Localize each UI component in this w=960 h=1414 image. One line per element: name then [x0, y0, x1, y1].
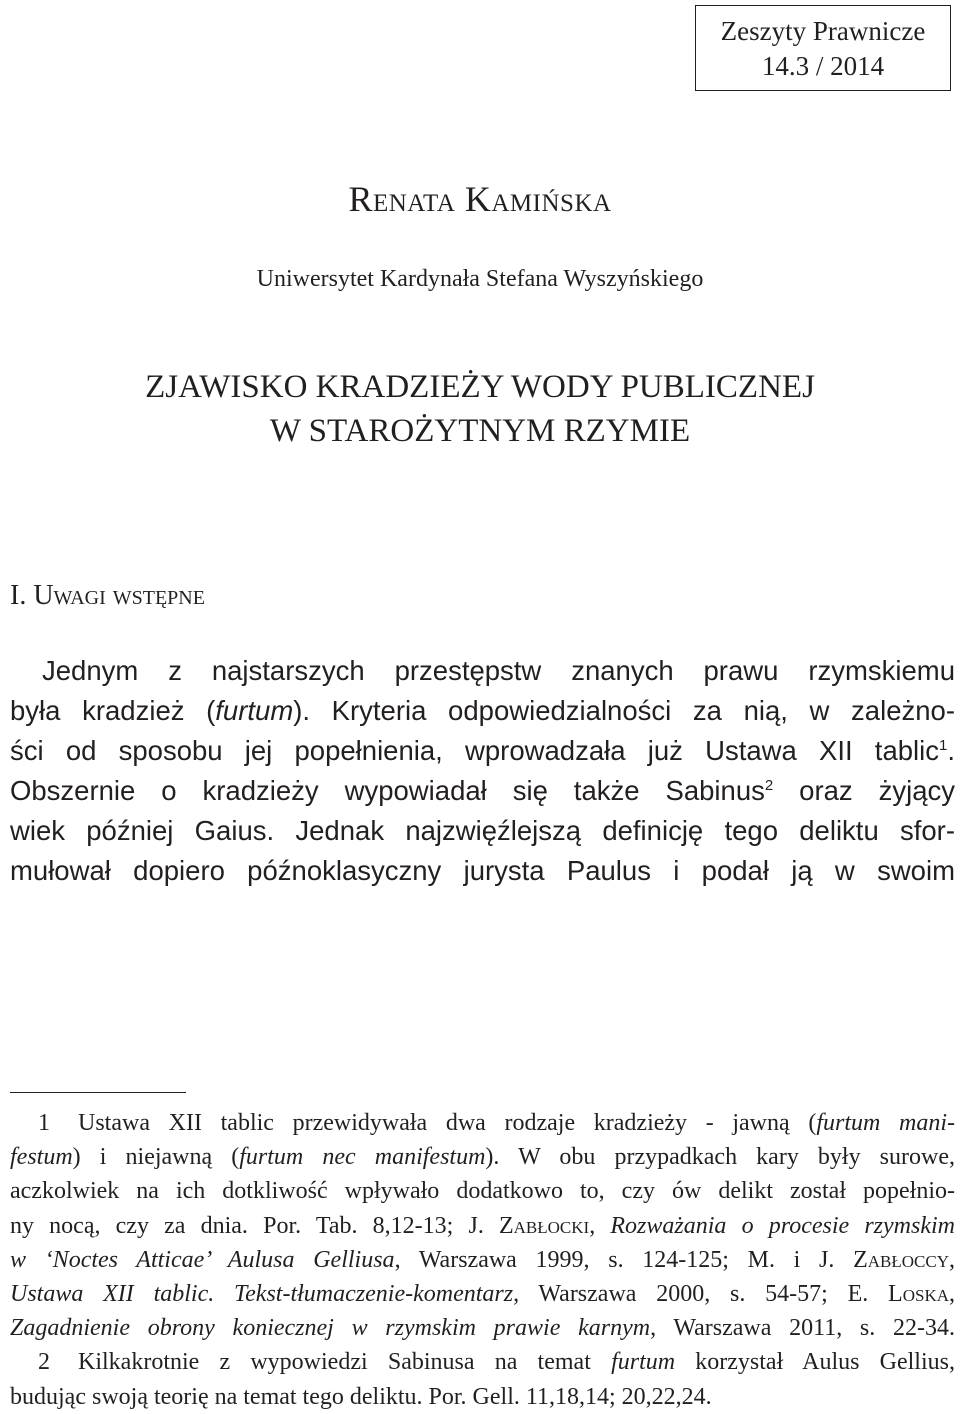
footnote-1: 1 Ustawa XII tablic przewidywała dwa rodzaje kradzieży - jawną (furtum mani-	[10, 1106, 955, 1140]
author-name: Renata Kamińska	[348, 179, 612, 219]
footnote-line: Zagadnienie obrony koniecznej w rzymskim prawie karnym, Warszawa 2011, s. 22-34.	[10, 1315, 955, 1342]
section-heading: I. Uwagi wstępne	[10, 580, 205, 611]
footnote-2: 2 Kilkakrotnie z wypowiedzi Sabinusa na temat furtum korzystał Aulus Gellius,	[10, 1345, 955, 1379]
footnote-ref-2[interactable]: 2	[764, 776, 774, 794]
footnotes	[10, 1106, 955, 1414]
footnote-line: Ustawa XII tablic. Tekst-tłumaczenie-komentarz, Warszawa 2000, s. 54-57; E. Loska,	[10, 1281, 955, 1308]
footnote-ref-1[interactable]: 1	[939, 736, 948, 754]
journal-name: Zeszyty Prawnicze	[720, 16, 926, 46]
body-text	[10, 651, 955, 891]
footnote-line: w ‘Noctes Atticae’ Aulusa Gelliusa, Warszawa 1999, s. 124-125; M. i J. Zabłoccy,	[10, 1246, 956, 1273]
footnote-number: 1	[38, 1110, 50, 1136]
footnote-divider	[10, 1092, 186, 1093]
author-affiliation: Uniwersytet Kardynała Stefana Wyszyńskiego	[256, 266, 704, 292]
footnote-line: ny nocą, czy za dnia. Por. Tab. 8,12-13; J. Zabłocki, Rozważania o procesie rzymskim	[10, 1212, 955, 1239]
footnote-line: budując swoją teorię na temat tego deliktu. Por. Gell. 11,18,14; 20,22,24.	[10, 1383, 712, 1410]
body-line: wiek później Gaius. Jednak najzwięźlejszą definicję tego deliktu sfor-	[10, 815, 955, 846]
footnote-line: aczkolwiek na ich dotkliwość wpływało dodatkowo to, czy ów delikt został popełnio-	[10, 1178, 955, 1205]
body-line: ści od sposobu jej popełnienia, wprowadzała już Ustawa XII tablic$^1$.	[10, 735, 955, 766]
journal-issue: 14.3 / 2014	[761, 51, 885, 81]
body-line: mułował dopiero późnoklasyczny jurysta Paulus i podał ją w swoim	[10, 855, 955, 886]
title-line-1: ZJAWISKO KRADZIEŻY WODY PUBLICZNEJ	[145, 369, 815, 405]
title-line-2: W STAROŻYTNYM RZYMIE	[269, 413, 691, 449]
article-title	[0, 365, 960, 453]
journal-box	[695, 5, 951, 91]
body-line: Obszernie o kradzieży wypowiadał się także Sabinus$^2$ oraz żyjący	[10, 775, 955, 806]
footnote-number: 2	[38, 1349, 50, 1376]
body-line: Jednym z najstarszych przestępstw znanych prawu rzymskiemu	[42, 655, 955, 686]
footnote-line: festum) i niejawną (furtum nec manifestum). W obu przypadkach kary były surowe,	[10, 1144, 956, 1171]
body-line: była kradzież (furtum). Kryteria odpowiedzialności za nią, w zależno-	[10, 695, 955, 726]
